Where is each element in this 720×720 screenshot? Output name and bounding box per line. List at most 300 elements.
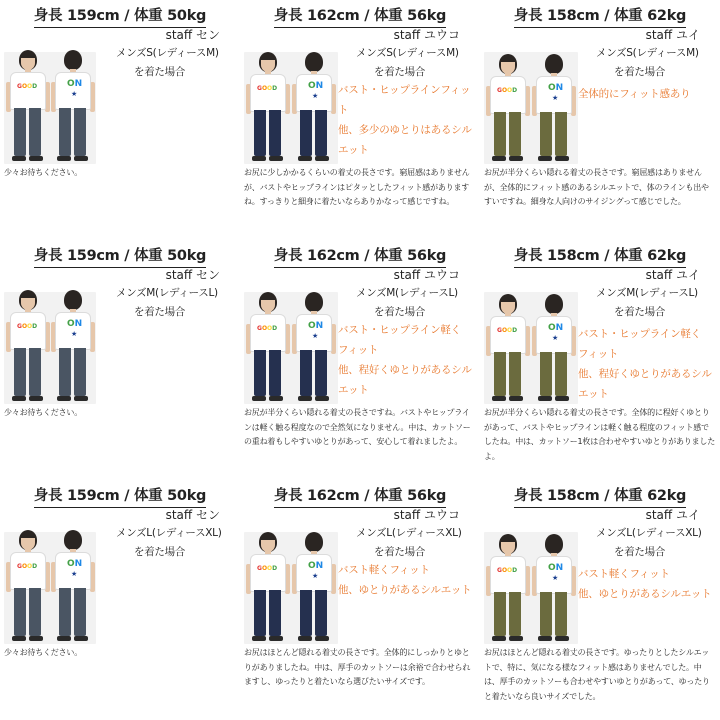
shirt-print-letter: N [555, 563, 564, 573]
staff-comment: お尻に少しかかるくらいの着丈の長さです。窮屈感はありませんが、バストやヒップラインはピタッとしたフィット感がありますね。すっきりと細身に着たいならありかなって感じですね。 [244, 168, 470, 206]
pant-leg-left [59, 588, 71, 636]
shirt-print-back [548, 83, 563, 93]
tshirt [490, 76, 526, 114]
shirt-print-letter: O [67, 559, 75, 569]
shirt-print-letter: O [21, 323, 28, 330]
tshirt [55, 312, 91, 350]
staff-name: staff ユイ [645, 268, 700, 282]
body-stats-heading [480, 484, 720, 508]
shoe-right [269, 636, 283, 641]
size-note: を着た場合 [614, 306, 665, 318]
body-stats-heading [240, 484, 480, 508]
staff-photo [4, 532, 96, 644]
shoe-right [29, 156, 43, 161]
pant-leg-left [540, 352, 552, 396]
shoe-right [555, 636, 569, 641]
staff-figure [6, 50, 50, 162]
pant-leg-right [315, 590, 327, 636]
shirt-print-letter: O [261, 325, 268, 332]
pant-leg-right [74, 348, 86, 396]
body-stats-heading [240, 4, 480, 28]
staff-figure [486, 534, 530, 642]
shirt-print-letter: G [497, 567, 502, 574]
star-icon: ★ [71, 570, 78, 578]
shoe-right [269, 156, 283, 161]
shoe-left [12, 156, 26, 161]
shoe-right [315, 156, 329, 161]
shirt-print-letter: N [315, 321, 324, 331]
tshirt [10, 72, 46, 110]
staff-name: staff ユウコ [393, 508, 460, 522]
staff-photo [244, 292, 338, 404]
staff-name: staff ユイ [645, 508, 700, 522]
pant-leg-right [269, 590, 281, 636]
size-note: を着た場合 [374, 546, 425, 558]
shirt-print-letter: O [308, 321, 316, 331]
shoe-left [492, 156, 506, 161]
shirt-print-front [257, 325, 277, 332]
shirt-print-letter: G [497, 327, 502, 334]
shirt-print-back [308, 81, 323, 91]
tshirt [10, 552, 46, 590]
fit-line: 他、程好くゆとりがあるシル [338, 364, 472, 376]
shirt-print-letter: O [507, 327, 513, 334]
pant-leg-left [59, 108, 71, 156]
staff-figure [6, 290, 50, 402]
shirt-print-front [17, 323, 37, 330]
fit-description [578, 84, 690, 104]
fit-line: バスト・ヒップラインフィット [338, 84, 471, 116]
shirt-print-back [548, 323, 563, 333]
shirt-print-letter: O [267, 565, 273, 572]
staff-figure [246, 292, 290, 402]
fit-line: エット [338, 144, 369, 156]
shirt-print-front [497, 327, 517, 334]
hair [545, 54, 563, 74]
staff-photo [244, 52, 338, 164]
tshirt [536, 316, 572, 354]
shoe-left [298, 636, 312, 641]
shirt-print-letter: G [17, 323, 22, 330]
size-note: を着た場合 [614, 546, 665, 558]
shirt-print-letter: D [512, 327, 518, 334]
shirt-print-letter: O [261, 85, 268, 92]
shirt-print-letter: O [507, 567, 513, 574]
size-label: メンズM(レディースL) [356, 287, 458, 299]
body-stats-text: 身長 159cm / 体重 50kg [34, 244, 206, 268]
size-note: を着た場合 [614, 66, 665, 78]
shoe-left [57, 636, 71, 641]
shirt-print-letter: N [555, 83, 564, 93]
size-label: メンズL(レディースXL) [356, 527, 462, 539]
size-info [116, 44, 219, 82]
staff-figure [486, 294, 530, 402]
staff-figure [532, 534, 576, 642]
pant-leg-right [555, 352, 567, 396]
staff-name: staff セン [165, 508, 220, 522]
size-card [480, 0, 720, 240]
staff-photo [484, 292, 578, 404]
shoe-right [29, 636, 43, 641]
hair [545, 294, 563, 314]
shirt-print-front [17, 83, 37, 90]
shirt-print-letter: G [257, 325, 262, 332]
pant-leg-right [555, 112, 567, 156]
size-card [0, 240, 240, 480]
size-info [596, 44, 699, 82]
staff-figure [246, 52, 290, 162]
size-note: を着た場合 [134, 66, 185, 78]
pant-leg-right [74, 108, 86, 156]
tshirt [536, 76, 572, 114]
staff-comment: 少々お待ちください。 [4, 648, 82, 657]
staff-photo [484, 532, 578, 644]
shoe-left [252, 396, 266, 401]
staff-photo [4, 52, 96, 164]
shoe-left [538, 636, 552, 641]
size-card [240, 0, 480, 240]
star-icon: ★ [312, 332, 319, 340]
shirt-print-back [67, 79, 82, 89]
shirt-print-letter: D [32, 83, 38, 90]
hair [305, 532, 323, 552]
body-stats-text: 身長 162cm / 体重 56kg [274, 244, 446, 268]
fit-line: エット [578, 388, 609, 400]
shirt-print-front [257, 85, 277, 92]
shoe-right [315, 396, 329, 401]
shirt-print-letter: D [512, 87, 518, 94]
size-label: メンズS(レディースM) [116, 47, 219, 59]
fit-description [338, 320, 472, 400]
fit-line: 他、多少のゆとりはあるシル [338, 124, 472, 136]
shoe-right [555, 396, 569, 401]
pant-leg-left [14, 588, 26, 636]
shirt-print-letter: O [501, 327, 508, 334]
shirt-print-letter: O [548, 563, 556, 573]
size-info [356, 44, 459, 82]
body-stats-text: 身長 159cm / 体重 50kg [34, 484, 206, 508]
shoe-left [12, 396, 26, 401]
tshirt [250, 74, 286, 112]
size-info [356, 524, 462, 562]
shirt-print-back [308, 561, 323, 571]
shirt-print-letter: O [21, 83, 28, 90]
tshirt [10, 312, 46, 350]
fit-line: 他、ゆとりがあるシルエット [338, 584, 472, 596]
body-stats-heading [480, 4, 720, 28]
shirt-print-letter: O [67, 319, 75, 329]
shirt-print-letter: O [27, 83, 33, 90]
pant-leg-left [300, 110, 312, 156]
staff-name: staff セン [165, 268, 220, 282]
size-card [0, 480, 240, 720]
shoe-left [12, 636, 26, 641]
shirt-print-letter: N [315, 561, 324, 571]
shirt-print-letter: G [257, 85, 262, 92]
shirt-print-letter: O [267, 85, 273, 92]
size-label: メンズS(レディースM) [356, 47, 459, 59]
body-stats-heading [0, 484, 240, 508]
body-stats-heading [240, 244, 480, 268]
size-card [480, 240, 720, 480]
shoe-right [509, 156, 523, 161]
size-info [356, 284, 458, 322]
staff-comment: お尻はほとんど隠れる着丈の長さです。全体的にしっかりとゆとりがありましたね。中は、厚手のカットソーは余裕で合わせられますし、ゆったりと着たいなら選びたいサイズです。 [244, 648, 471, 686]
staff-comment: お尻が半分くらい隠れる着丈の長さですね。バストやヒップラインは軽く触る程度なので全然気になりません。中は、カットソーの重ね着もしやすいゆとりがあって、安心して着れましたよ。 [244, 408, 471, 446]
pant-leg-left [254, 350, 266, 396]
pant-leg-left [14, 348, 26, 396]
pant-leg-left [254, 590, 266, 636]
body-stats-text: 身長 162cm / 体重 56kg [274, 484, 446, 508]
body-stats-heading [480, 244, 720, 268]
shirt-print-letter: O [308, 81, 316, 91]
size-info [116, 524, 222, 562]
star-icon: ★ [71, 90, 78, 98]
staff-figure [51, 290, 95, 402]
tshirt [250, 554, 286, 592]
staff-figure [532, 294, 576, 402]
pant-leg-left [494, 592, 506, 636]
shirt-print-letter: O [27, 323, 33, 330]
star-icon: ★ [552, 94, 559, 102]
shirt-print-letter: O [501, 87, 508, 94]
pant-leg-left [540, 592, 552, 636]
pant-leg-right [29, 588, 41, 636]
fit-description [338, 560, 471, 600]
shoe-right [74, 156, 88, 161]
star-icon: ★ [552, 334, 559, 342]
shoe-left [298, 156, 312, 161]
pant-leg-right [315, 110, 327, 156]
shirt-print-letter: D [32, 323, 38, 330]
fit-line: バスト・ヒップライン軽く [338, 324, 461, 336]
size-card [0, 0, 240, 240]
tshirt [296, 314, 332, 352]
shoe-right [509, 636, 523, 641]
shirt-print-letter: O [67, 79, 75, 89]
shirt-print-letter: O [21, 563, 28, 570]
size-info [596, 284, 698, 322]
staff-name: staff ユウコ [393, 28, 460, 42]
size-card [240, 480, 480, 720]
shoe-left [538, 396, 552, 401]
fit-line: 他、程好くゆとりがあるシル [578, 368, 712, 380]
shoe-right [74, 396, 88, 401]
pant-leg-right [269, 110, 281, 156]
tshirt [55, 552, 91, 590]
shoe-left [492, 396, 506, 401]
shirt-print-letter: O [548, 323, 556, 333]
fit-line: フィット [338, 344, 379, 356]
size-card [240, 240, 480, 480]
tshirt [296, 554, 332, 592]
staff-name: staff ユイ [645, 28, 700, 42]
pant-leg-right [74, 588, 86, 636]
tshirt [250, 314, 286, 352]
tshirt [55, 72, 91, 110]
shoe-right [555, 156, 569, 161]
shirt-print-front [497, 567, 517, 574]
body-stats-text: 身長 158cm / 体重 62kg [514, 484, 686, 508]
pant-leg-right [29, 348, 41, 396]
shirt-print-back [548, 563, 563, 573]
pant-leg-left [14, 108, 26, 156]
shirt-print-letter: D [32, 563, 38, 570]
shirt-print-letter: O [308, 561, 316, 571]
staff-photo [244, 532, 338, 644]
pant-leg-right [509, 352, 521, 396]
fit-line: 全体的にフィット感あり [578, 88, 691, 100]
pant-leg-right [509, 592, 521, 636]
staff-name: staff ユウコ [393, 268, 460, 282]
size-note: を着た場合 [134, 546, 185, 558]
shirt-print-letter: N [74, 559, 83, 569]
body-stats-text: 身長 158cm / 体重 62kg [514, 4, 686, 28]
size-label: メンズM(レディースL) [596, 287, 698, 299]
star-icon: ★ [312, 572, 319, 580]
staff-comment: お尻が半分くらい隠れる着丈の長さです。窮屈感はありませんが、全体的にフィット感のあるシルエットで、体のラインも出やすいですね。細身な人向けのサイジングって感じでした。 [484, 168, 709, 206]
shirt-print-letter: N [74, 319, 83, 329]
staff-figure [246, 532, 290, 642]
shirt-print-letter: O [267, 325, 273, 332]
shirt-print-letter: O [501, 567, 508, 574]
hair [545, 534, 563, 554]
staff-comment: お尻はほとんど隠れる着丈の長さです。ゆったりとしたシルエットで、特に、気になる様なフィット感はありませんでした。中は、厚手のカットソーも合わせやすいゆとりがあって、ゆったりと着たいなら良いサイズでした。 [484, 648, 710, 701]
size-label: メンズL(レディースXL) [596, 527, 702, 539]
star-icon: ★ [312, 92, 319, 100]
staff-figure [292, 532, 336, 642]
shirt-print-front [17, 563, 37, 570]
fit-description [578, 564, 711, 604]
pant-leg-left [494, 112, 506, 156]
pant-leg-left [300, 350, 312, 396]
fit-line: バスト軽くフィット [578, 568, 670, 580]
fit-description [578, 324, 712, 404]
shirt-print-letter: G [497, 87, 502, 94]
size-note: を着た場合 [374, 306, 425, 318]
staff-figure [292, 52, 336, 162]
pant-leg-right [269, 350, 281, 396]
staff-figure [51, 50, 95, 162]
pant-leg-left [300, 590, 312, 636]
fit-line: バスト・ヒップライン軽く [578, 328, 701, 340]
fit-line: 他、ゆとりがあるシルエット [578, 588, 712, 600]
shoe-left [538, 156, 552, 161]
size-note: を着た場合 [134, 306, 185, 318]
staff-photo [4, 292, 96, 404]
shirt-print-front [257, 565, 277, 572]
shoe-right [315, 636, 329, 641]
shoe-right [74, 636, 88, 641]
hair [305, 52, 323, 72]
size-label: メンズS(レディースM) [596, 47, 699, 59]
shirt-print-letter: G [17, 563, 22, 570]
pant-leg-left [254, 110, 266, 156]
size-label: メンズL(レディースXL) [116, 527, 222, 539]
shoe-left [57, 156, 71, 161]
fit-description [338, 80, 480, 160]
shirt-print-letter: D [512, 567, 518, 574]
fit-line: フィット [578, 348, 619, 360]
staff-comment: お尻が半分くらい隠れる着丈の長さです。全体的に程好くゆとりがあって、バストやヒップラインは軽く触る程度のフィット感でしたね。中は、カットソー1枚は合わせやすいゆとりがありましたよ。 [484, 408, 716, 461]
size-info [596, 524, 702, 562]
shoe-right [29, 396, 43, 401]
shirt-print-letter: O [27, 563, 33, 570]
size-info [116, 284, 218, 322]
pant-leg-right [555, 592, 567, 636]
shoe-left [298, 396, 312, 401]
shoe-right [269, 396, 283, 401]
shirt-print-back [308, 321, 323, 331]
pant-leg-left [494, 352, 506, 396]
staff-figure [532, 54, 576, 162]
staff-photo [484, 52, 578, 164]
shirt-print-letter: N [555, 323, 564, 333]
fit-line: バスト軽くフィット [338, 564, 430, 576]
shoe-right [509, 396, 523, 401]
shirt-print-letter: G [257, 565, 262, 572]
hair [305, 292, 323, 312]
shirt-print-letter: G [17, 83, 22, 90]
body-stats-text: 身長 158cm / 体重 62kg [514, 244, 686, 268]
body-stats-text: 身長 162cm / 体重 56kg [274, 4, 446, 28]
staff-name: staff セン [165, 28, 220, 42]
size-note: を着た場合 [374, 66, 425, 78]
hair [64, 530, 82, 550]
body-stats-heading [0, 4, 240, 28]
pant-leg-right [315, 350, 327, 396]
shoe-left [492, 636, 506, 641]
star-icon: ★ [552, 574, 559, 582]
star-icon: ★ [71, 330, 78, 338]
tshirt [296, 74, 332, 112]
staff-figure [292, 292, 336, 402]
fit-line: エット [338, 384, 369, 396]
staff-figure [51, 530, 95, 642]
pant-leg-left [59, 348, 71, 396]
shirt-print-letter: O [507, 87, 513, 94]
tshirt [490, 316, 526, 354]
shoe-left [57, 396, 71, 401]
shirt-print-letter: O [261, 565, 268, 572]
shirt-print-front [497, 87, 517, 94]
hair [64, 50, 82, 70]
pant-leg-right [29, 108, 41, 156]
body-stats-heading [0, 244, 240, 268]
tshirt [536, 556, 572, 594]
staff-figure [486, 54, 530, 162]
shirt-print-letter: D [272, 565, 278, 572]
tshirt [490, 556, 526, 594]
pant-leg-left [540, 112, 552, 156]
staff-comment: 少々お待ちください。 [4, 168, 82, 177]
shoe-left [252, 156, 266, 161]
shirt-print-back [67, 559, 82, 569]
shoe-left [252, 636, 266, 641]
shirt-print-letter: D [272, 325, 278, 332]
shirt-print-letter: D [272, 85, 278, 92]
shirt-print-letter: O [548, 83, 556, 93]
staff-figure [6, 530, 50, 642]
hair [64, 290, 82, 310]
shirt-print-letter: N [315, 81, 324, 91]
size-label: メンズM(レディースL) [116, 287, 218, 299]
pant-leg-right [509, 112, 521, 156]
body-stats-text: 身長 159cm / 体重 50kg [34, 4, 206, 28]
shirt-print-back [67, 319, 82, 329]
shirt-print-letter: N [74, 79, 83, 89]
size-card [480, 480, 720, 720]
